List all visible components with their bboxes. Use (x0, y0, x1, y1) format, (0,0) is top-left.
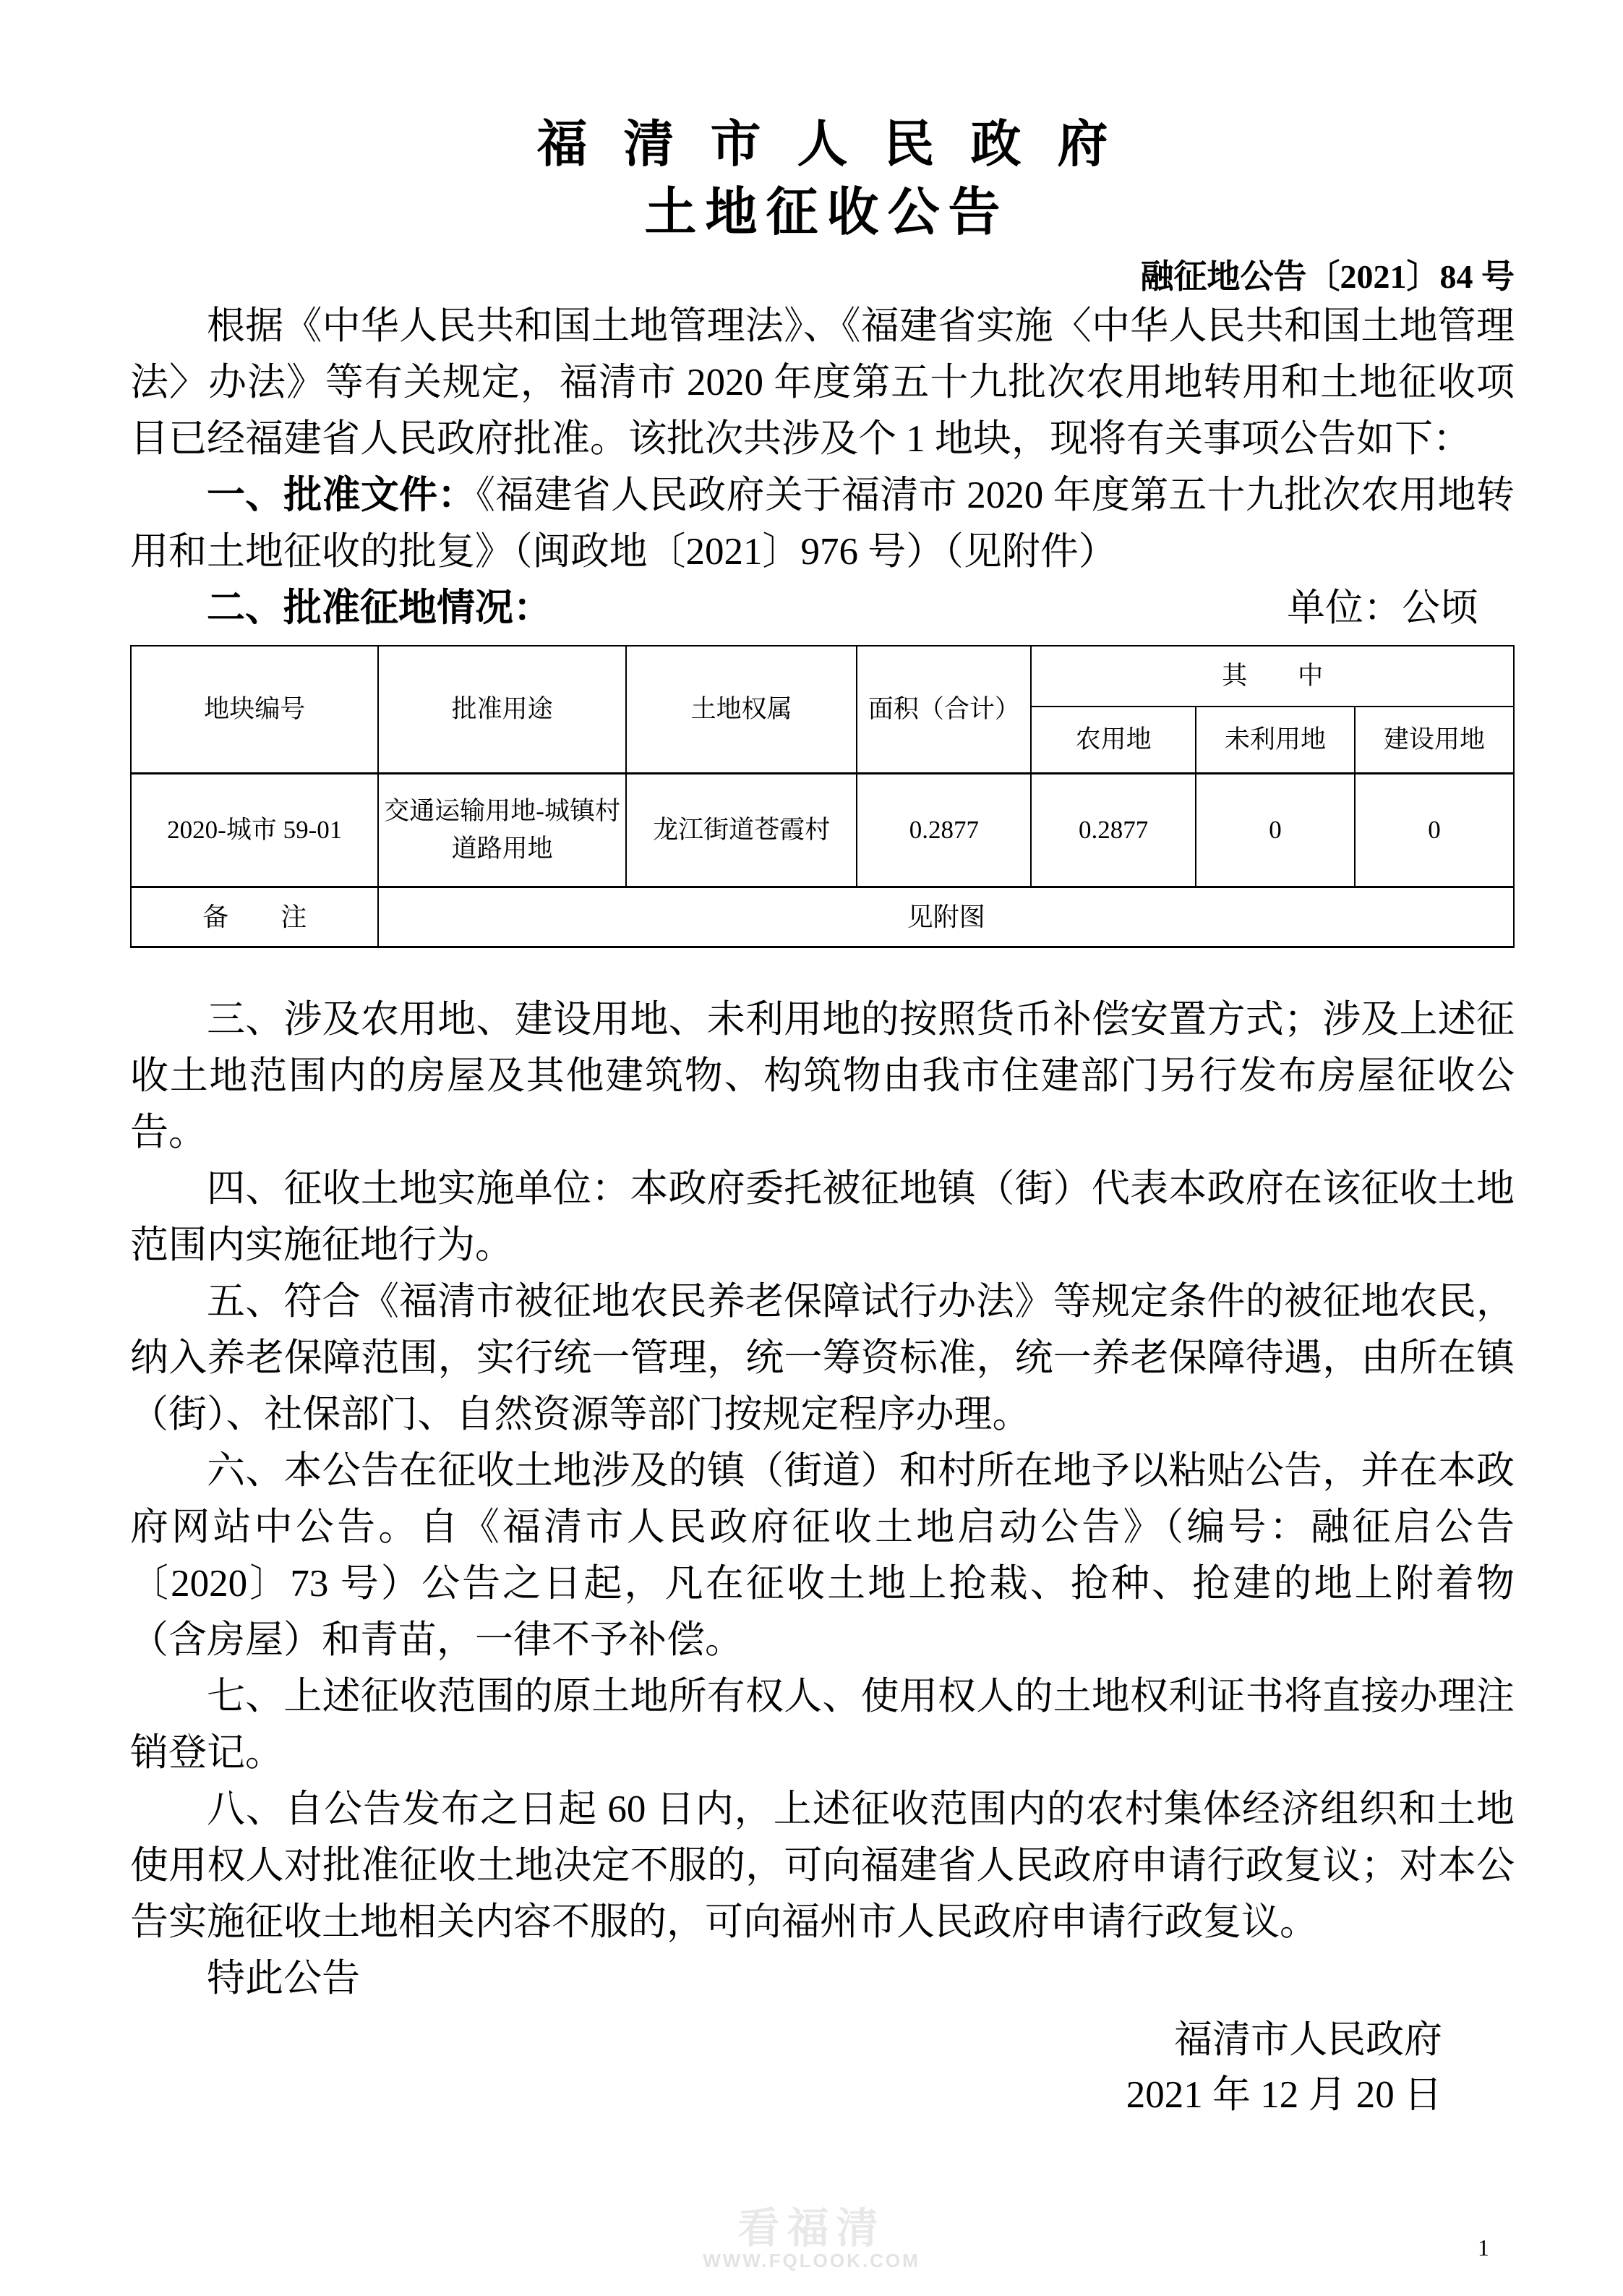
paragraph-item7 (130, 1668, 1515, 1781)
watermark-url: WWW.FQLOOK.COM (703, 2250, 920, 2271)
cell-approved-use: 交通运输用地-城镇村道路用地 (378, 774, 625, 887)
paragraph-item4-text: 四、征收土地实施单位：本政府委托被征地镇（街）代表本政府在该征收土地范围内实施征地行为。 (130, 1168, 1515, 1266)
cell-ownership: 龙江街道苍霞村 (626, 774, 857, 887)
table-row (131, 774, 1514, 887)
section-item2 (130, 580, 1515, 636)
col-header-group-among: 其 中 (1031, 646, 1514, 707)
paragraph-item7-text: 七、上述征收范围的原土地所有权人、使用权人的土地权利证书将直接办理注销登记。 (130, 1676, 1515, 1774)
doc-number: 融征地公告〔2021〕84 号 (1140, 258, 1515, 295)
page-title-org: 福清市人民政府 (536, 117, 1144, 173)
paragraph-item5-text: 五、符合《福清市被征地农民养老保障试行办法》等规定条件的被征地农民，纳入养老保障范围，实行统一管理，统一筹资标准，统一养老保障待遇，由所在镇（街）、社保部门、自然资源等部门按规定程序办理。 (130, 1281, 1515, 1435)
cell-unused: 0 (1196, 774, 1355, 887)
cell-area-total: 0.2877 (857, 774, 1031, 887)
signature-block (130, 2013, 1515, 2122)
cell-construction: 0 (1355, 774, 1514, 887)
signature-org: 福清市人民政府 (1174, 2019, 1442, 2061)
signature-date: 2021 年 12 月 20 日 (1126, 2074, 1442, 2116)
table-header-row-1 (131, 646, 1514, 707)
col-header-plot-no: 地块编号 (131, 646, 378, 774)
table-remark-row (131, 887, 1514, 947)
paragraph-item1-lead: 一、批准文件： (207, 474, 476, 516)
watermark-text: 看福清 (737, 2205, 886, 2252)
paragraph-item1 (130, 467, 1515, 580)
approved-land-table (130, 645, 1515, 948)
closing-statement: 特此公告 (207, 1958, 360, 2000)
page-title-subject: 土地征收公告 (644, 184, 1009, 242)
remark-label: 备 注 (131, 887, 378, 947)
page-number: 1 (1478, 2235, 1489, 2261)
paragraph-item8-text: 八、自公告发布之日起 60 日内，上述征收范围内的农村集体经济组织和土地使用权人对批准征收土地决定不服的，可向福建省人民政府申请行政复议；对本公告实施征收土地相关内容不服的，可向福州市人民政府申请行政复议。 (130, 1788, 1515, 1943)
paragraph-item4 (130, 1161, 1515, 1273)
watermark (0, 2207, 1623, 2271)
section-item2-lead: 二、批准征地情况： (207, 587, 552, 629)
cell-plot-no: 2020-城市 59-01 (131, 774, 378, 887)
paragraph-item5 (130, 1273, 1515, 1443)
remark-value: 见附图 (378, 887, 1514, 947)
col-header-construction: 建设用地 (1355, 707, 1514, 774)
col-header-agricultural: 农用地 (1031, 707, 1196, 774)
col-header-unused: 未利用地 (1196, 707, 1355, 774)
paragraph-item6 (130, 1443, 1515, 1668)
paragraph-item1-text: 《福建省人民政府关于福清市 2020 年度第五十九批次农用地转用和土地征收的批复》（闽政地〔2021〕976 号）（见附件） (130, 474, 1515, 573)
paragraph-intro (130, 298, 1515, 467)
paragraph-item6-text: 六、本公告在征收土地涉及的镇（街道）和村所在地予以粘贴公告，并在本政府网站中公告。自《福清市人民政府征收土地启动公告》（编号：融征启公告〔2020〕73 号）公告之日起，凡在征收土地上抢栽、抢种、抢建的地上附着物（含房屋）和青苗，一律不予补偿。 (130, 1450, 1515, 1661)
cell-agricultural: 0.2877 (1031, 774, 1196, 887)
paragraph-item3-text: 三、涉及农用地、建设用地、未利用地的按照货币补偿安置方式；涉及上述征收土地范围内的房屋及其他建筑物、构筑物由我市住建部门另行发布房屋征收公告。 (130, 999, 1515, 1153)
col-header-area-total: 面积（合计） (857, 646, 1031, 774)
unit-label: 单位：公顷 (1287, 587, 1478, 629)
col-header-ownership: 土地权属 (626, 646, 857, 774)
paragraph-intro-text: 根据《中华人民共和国土地管理法》、《福建省实施〈中华人民共和国土地管理法〉办法》等有关规定，福清市 2020 年度第五十九批次农用地转用和土地征收项目已经福建省人民政府批准。该批次共涉及个 1 地块，现将有关事项公告如下： (130, 305, 1515, 460)
paragraph-item8 (130, 1781, 1515, 1950)
col-header-approved-use: 批准用途 (378, 646, 625, 774)
paragraph-item3 (130, 991, 1515, 1161)
